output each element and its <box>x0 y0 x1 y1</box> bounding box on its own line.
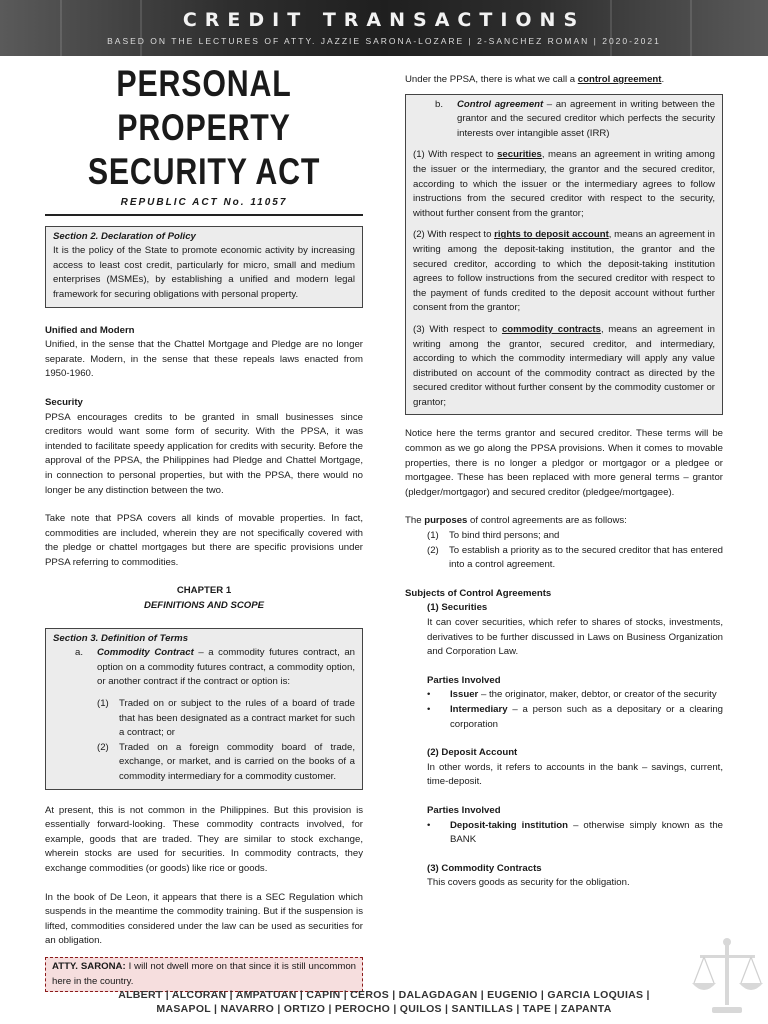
take-note-paragraph: Take note that PPSA covers all kinds of movable properties. In fact, commodities are included, wherein they are not specifically covered with the pledge or chattel mortgages but there are specific provisions under PPSA referring to commodities. <box>45 513 363 568</box>
issuer-item: • Issuer – the originator, maker, debtor, or creator of the security <box>427 688 723 703</box>
at-present-paragraph: At present, this is not common in the Philippines. But this provision is essentially forward-looking. These commodity contracts involved, for example, goods that are traded. They are similar to stock exchange, wherein stocks are used for securities. In commodity contracts, they exchange commodities (or goods) like rice or goods. <box>45 804 363 874</box>
page-title: PERSONAL PROPERTY SECURITY ACT <box>87 63 321 192</box>
purpose-1: To bind third persons; and <box>449 530 560 542</box>
purpose-2: To establish a priority as to the secured creditor that has entered into a control agreement. <box>449 544 723 571</box>
unified-heading: Unified and Modern <box>45 324 135 336</box>
footer-names <box>0 988 768 1016</box>
footer-line-2: MASAPOL | NAVARRO | ORTIZO | PEROCHO | QUILOS | SANTILLAS | TAPE | ZAPANTA <box>156 1003 612 1015</box>
commodity-contracts-body: This covers goods as security for the obligation. <box>427 877 630 889</box>
commodity-item-1: Traded on or subject to the rules of a board of trade that has been designated as a contract market for such a contract; or <box>119 698 355 739</box>
securities-body: It can cover securities, which refer to shares of stocks, investments, derivatives to be further discussed in Laws on Business Organization and Corporation Law. <box>427 617 723 658</box>
republic-act-subtitle: REPUBLIC ACT No. 11057 <box>45 196 363 216</box>
control-agreement-intro: Under the PPSA, there is what we call a control agreement. <box>405 74 665 85</box>
atty-sarona-note: ATTY. SARONA: I will not dwell more on that since it is still uncommon here in the country. <box>45 957 363 992</box>
header-subtitle: BASED ON THE LECTURES OF ATTY. JAZZIE SARONA-LOZARE | 2-SANCHEZ ROMAN | 2020-2021 <box>107 36 661 46</box>
commodity-item-2: Traded on a foreign commodity board of trade, exchange, or market, and is carried on the books of a commodity intermediary for a commodity customer. <box>119 741 355 782</box>
left-column <box>45 60 363 992</box>
purposes-intro: The purposes of control agreements are as follows: <box>405 515 627 527</box>
parties-heading-2: Parties Involved <box>427 804 501 816</box>
header-title: CREDIT TRANSACTIONS <box>182 9 586 31</box>
control-agreement-box: b. Control agreement – an agreement in writing between the grantor and the secured creditor which perfects the security interests over intangible asset (IRR) (1) With respect to securities, means an agreement in writing among the issuer or the intermediary, the grantor and the secured creditor, according to which the issuer or the intermediary agrees to follow instructions from the secured creditor with respect to the security, without further consent from the grantor; (2) With respect to rights to deposit account, means an agreement in writing among the deposit-taking institution, the grantor and the secured creditor, according to which the deposit-taking institution agrees to follow instructions from the secured creditor with respect to the payment of funds credited to the deposit account without further consent from the grantor; (3) With respect to commodity contracts, means an agreement in writing among the grantor, secured creditor, and intermediary, according to which the commodity intermediary will apply any value distributed on account of the commodity contract as directed by the secured creditor without further consent by the commodity customer or grantor; <box>405 94 723 416</box>
deposit-account-heading: (2) Deposit Account <box>427 747 518 759</box>
control-deposit-account: (2) With respect to rights to deposit account, means an agreement in writing among the deposit-taking institution, the grantor and the secured creditor, according to which the deposit-taking institution agrees to follow instructions from the secured creditor with respect to the payment of funds credited to the deposit account without further consent from the grantor; <box>413 229 715 314</box>
securities-heading: (1) Securities <box>427 602 488 614</box>
section-2-title: Section 2. Declaration of Policy <box>53 230 196 242</box>
control-commodity-contracts: (3) With respect to commodity contracts, means an agreement in writing among the grantor, secured creditor, and intermediary, according to which the commodity intermediary will apply any value distributed on account of the commodity contract as directed by the secured creditor without further consent by the commodity customer or grantor; <box>413 323 715 408</box>
chapter-label: CHAPTER 1 <box>176 585 232 597</box>
security-heading: Security <box>45 396 83 408</box>
right-column: Under the PPSA, there is what we call a control agreement. b. Control agreement – an agreement in writing between the grantor and the secured creditor which perfects the security interests over intangible asset (IRR) (1) With respect to securities, means an agreement in writing among the issuer or the intermediary, the grantor and the secured creditor, according to which the issuer or the intermediary agrees to follow instructions from the secured creditor with respect to the security, without further consent from the grantor; (2) With respect to rights to deposit account, means an agreement in writing among the deposit-taking institution, the grantor and the secured creditor, according to which the deposit-taking institution agrees to follow instructions from the secured creditor with respect to the payment of funds credited to the deposit account without further consent from the grantor; (3) With respect to commodity contracts, means an agreement in writing among the grantor, secured creditor, and intermediary, according to which the commodity intermediary will apply any value distributed on account of the commodity contract as directed by the secured creditor without further consent by the commodity customer or grantor; Notice here the terms grantor and secured creditor. These terms will be common as we go along the PPSA provisions. When it comes to movable properties, there is no longer a pledgor or mortgagor or a pledgee or mortgagee. These has been replaced with more general terms – grantor (pledger/mortgagor) and secured creditor (pledgee/mortgagee). The purposes of control agreements are as follows: (1) To bind third persons; and (2) To establish a priority as to the secured creditor that has entered into a control agreement. Subjects of Control Agreements (1) Securities It can cover securities, which refer to shares of stocks, investments, derivatives to be further discussed in Laws on Business Organization and Corporation Law. Parties Involved • Issuer – the originator, maker, debtor, or creator of the security • Intermediary – a person such as a depositary or a clearing corporation (2) Deposit Account In other words, it refers to accounts in the bank – savings, current, time-deposit. Parties Involved • Deposit-taking institution – otherwise simply known as the BANK (3) Commodity Contracts This covers goods as security for the obligation. <box>405 73 723 891</box>
section-3-box: Section 3. Definition of Terms a. Commodity Contract – a commodity futures contract, an option on a commodity futures contract, a commodity option, or another contract if the contract or option is: (1) Traded on or subject to the rules of a board of trade that has been designated as a contract market for such a contract; or (2) Traded on a foreign commodity board of trade, exchange, or market, and is carried on the books of a commodity intermediary for a commodity customer. <box>45 628 363 790</box>
security-body: PPSA encourages credits to be granted in small businesses since creditors would want some form of security. With the PPSA, it was intended to facilitate speedy application for credits with security. Before the approval of the PPSA, the Philippines had Pledge and Chattel Mortgage, in connection to personal properties, but with the PPSA, there would no longer be any distinction between the two. <box>45 411 363 496</box>
de-leon-paragraph: In the book of De Leon, it appears that there is a SEC Regulation which suspends in the meantime the commodity training. But if the suspension is lifted, commodities considered under the law can be used as securities for an obligation. <box>45 891 363 947</box>
parties-heading-1: Parties Involved <box>427 674 501 686</box>
commodity-contracts-heading: (3) Commodity Contracts <box>427 862 542 874</box>
chapter-title: DEFINITIONS AND SCOPE <box>143 600 265 612</box>
deposit-account-body: In other words, it refers to accounts in the bank – savings, current, time-deposit. <box>427 761 723 788</box>
section-2-body: It is the policy of the State to promote economic activity by increasing access to least cost credit, particularly for micro, small and medium enterprises (MSMEs), by establishing a unified and modern legal framework for securing obligations with personal property. <box>53 245 355 300</box>
section-3-title: Section 3. Definition of Terms <box>53 632 189 644</box>
unified-body: Unified, in the sense that the Chattel Mortgage and Pledge are no longer separate. Modern, in the sense that these repeals laws enacted from 1950-1960. <box>45 339 363 380</box>
commodity-contract-definition: Commodity Contract – a commodity futures contract, an option on a commodity futures contract, a commodity option, or another contract if the contract or option is: <box>97 647 356 688</box>
control-securities: (1) With respect to securities, means an agreement in writing among the issuer or the intermediary, the grantor and the secured creditor, according to which the issuer or the intermediary agrees to follow instructions from the secured creditor with respect to the security, without further consent from the grantor; <box>413 149 715 219</box>
subjects-heading: Subjects of Control Agreements <box>405 587 552 599</box>
deposit-taking-item: • Deposit-taking institution – otherwise simply known as the BANK <box>427 819 723 848</box>
notice-paragraph: Notice here the terms grantor and secured creditor. These terms will be common as we go along the PPSA provisions. When it comes to movable properties, there is no longer a pledgor or mortgagor or a pledgee or mortgagee. These has been replaced with more general terms – grantor (pledger/mortgagor) and secured creditor (pledgee/mortgagee). <box>405 428 723 498</box>
intermediary-item: • Intermediary – a person such as a depositary or a clearing corporation <box>427 703 723 732</box>
section-2-box <box>45 226 363 308</box>
control-agreement-definition: Control agreement – an agreement in writing between the grantor and the secured creditor which perfects the security interests over intangible asset (IRR) <box>457 98 715 139</box>
footer-line-1: ALBERT | ALCORAN | AMPATUAN | CAPIN | CEROS | DALAGDAGAN | EUGENIO | GARCIA LOQUIAS | <box>118 989 650 1001</box>
header-banner <box>0 0 768 56</box>
